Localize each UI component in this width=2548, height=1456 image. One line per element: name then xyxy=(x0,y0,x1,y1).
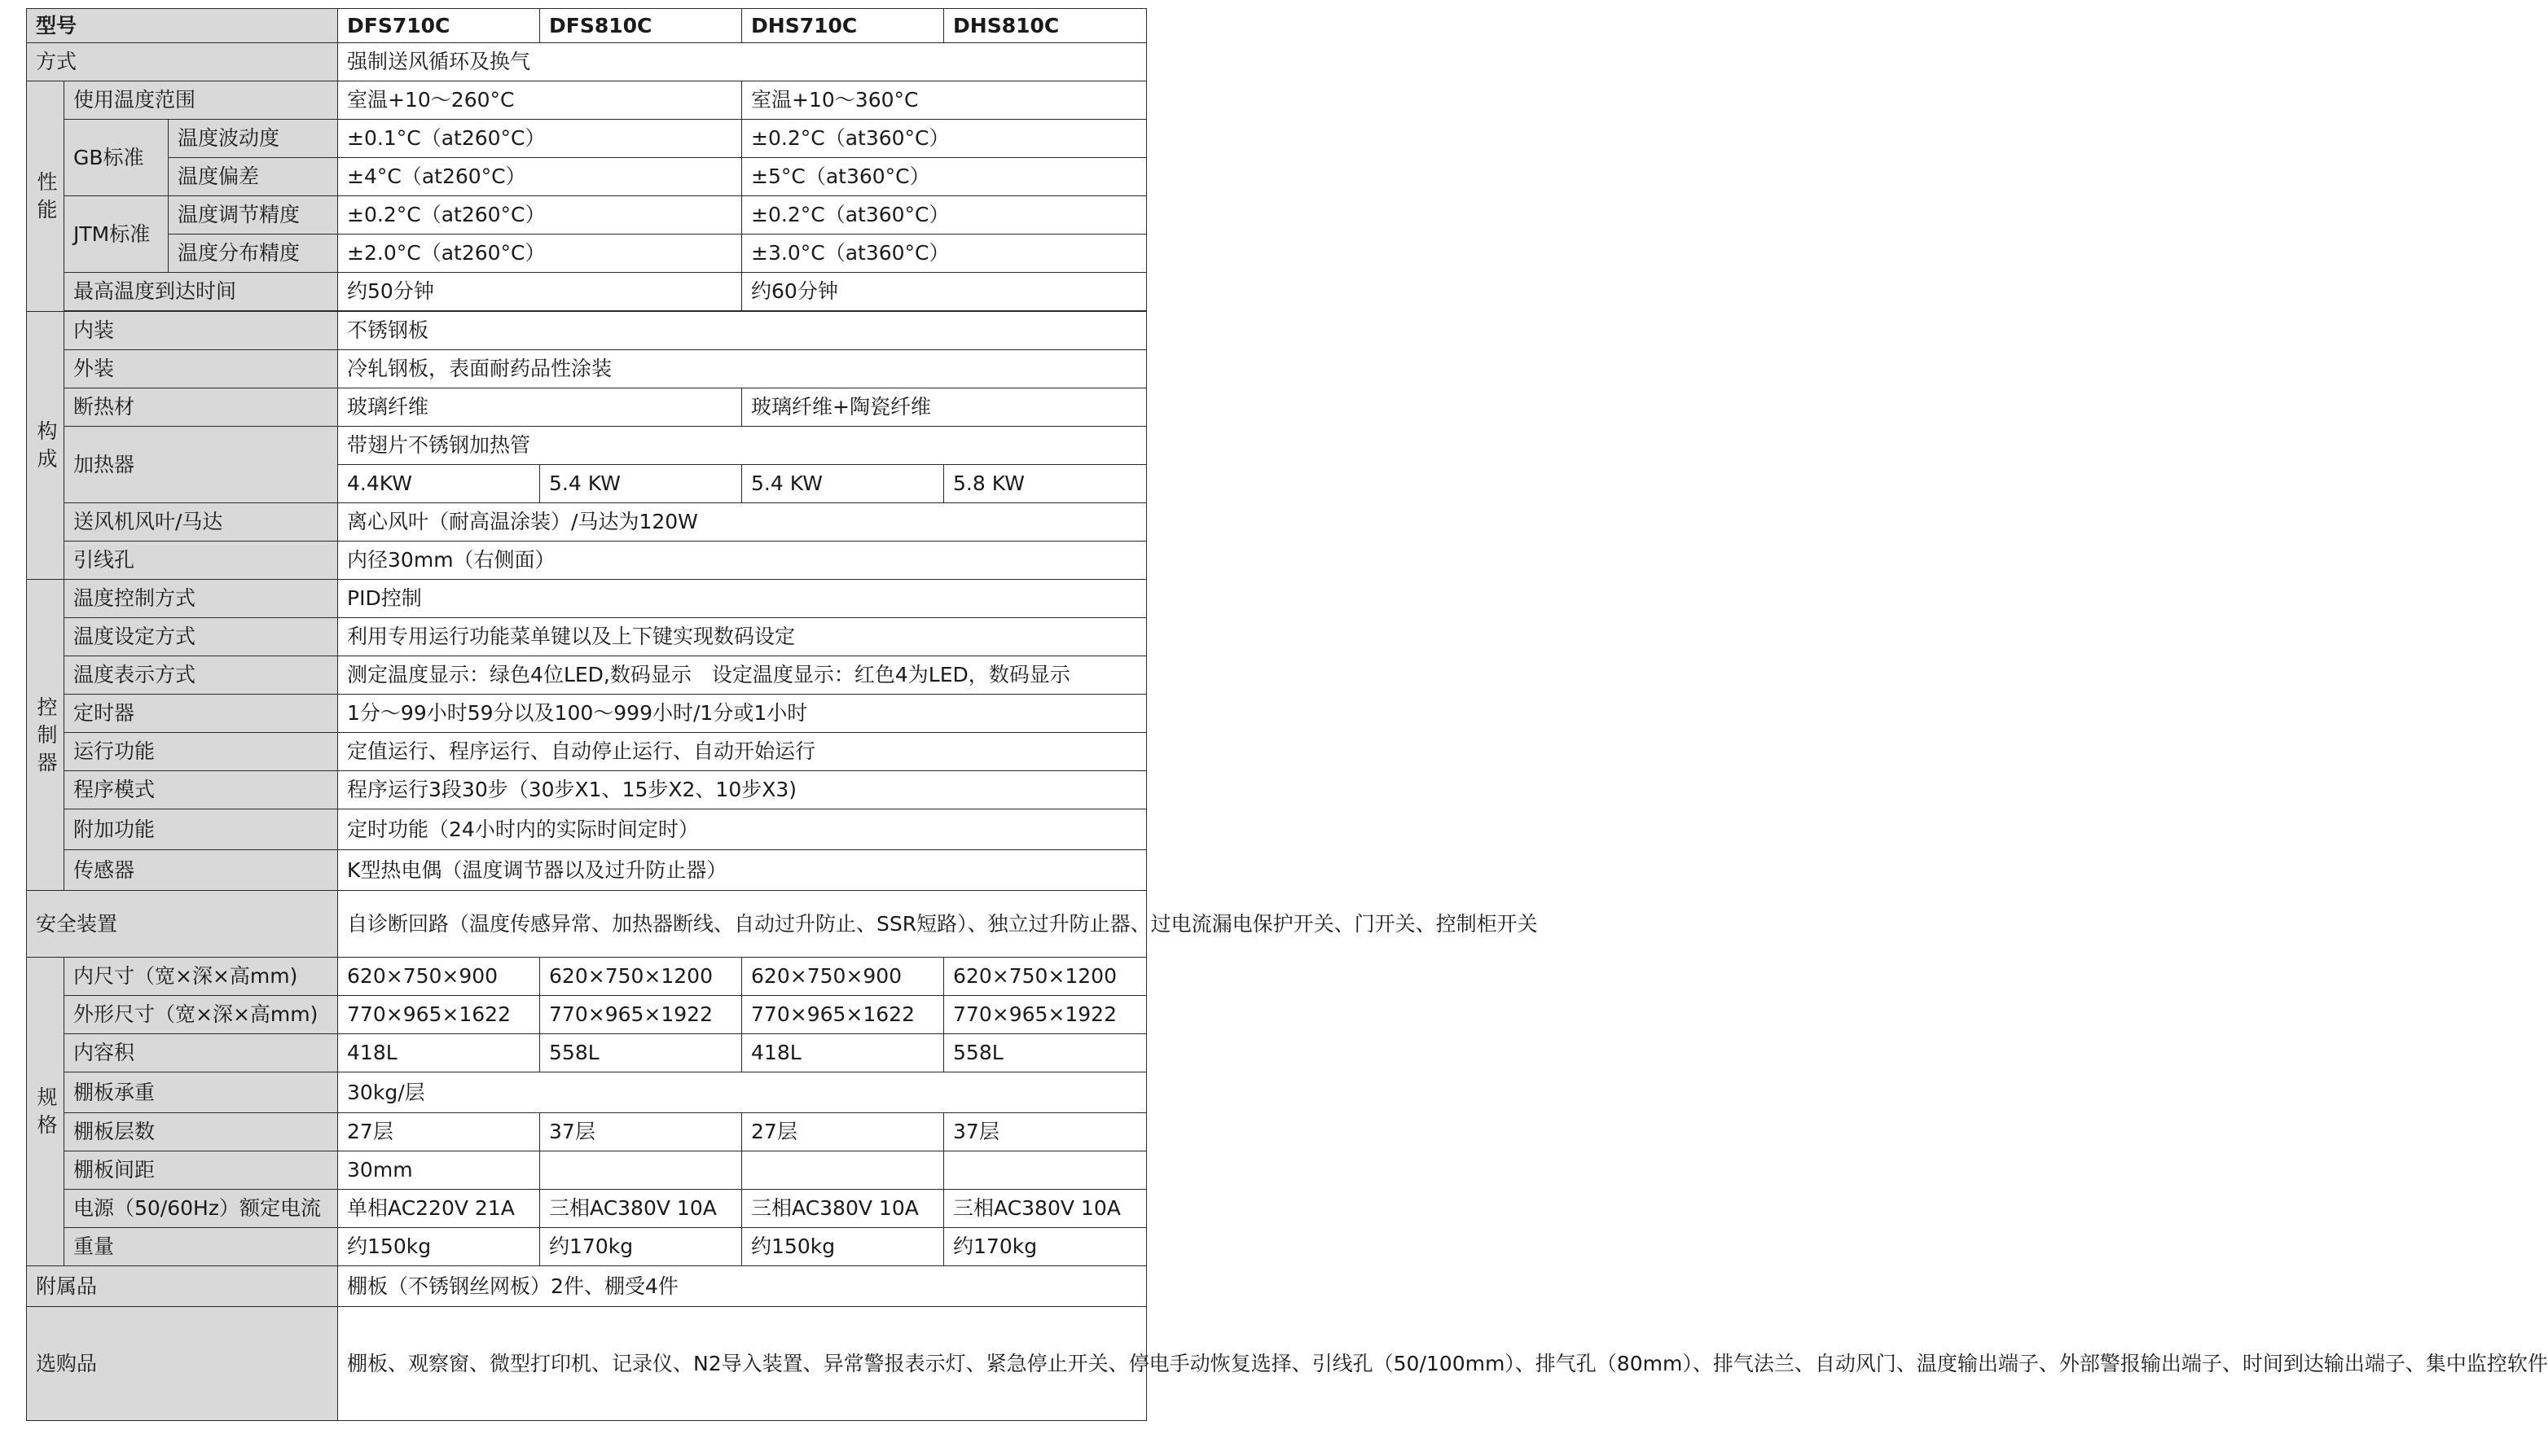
volume-label: 内容积 xyxy=(64,1034,338,1072)
accessories-value: 棚板（不锈钢丝网板）2件、棚受4件 xyxy=(338,1266,1147,1307)
empty-cell xyxy=(742,1151,944,1190)
shelf-levels-row xyxy=(27,1113,1147,1151)
inner-size-value: 620×750×900 xyxy=(742,958,944,996)
spec-table xyxy=(26,8,2548,1421)
temp-range-row xyxy=(27,81,1147,120)
temp-dist-label: 温度分布精度 xyxy=(169,235,338,273)
fan-value: 离心风叶（耐高温涂装）/马达为120W xyxy=(338,503,1147,542)
temp-fluct-dhs: ±0.2°C（at360°C） xyxy=(742,120,1147,158)
inner-row xyxy=(27,312,1147,350)
ctrl-label: 传感器 xyxy=(64,850,338,891)
performance-group-label: 性能 xyxy=(27,81,64,312)
port-value: 内径30mm（右侧面） xyxy=(338,542,1147,580)
shelf-levels-value: 37层 xyxy=(944,1113,1147,1151)
weight-label: 重量 xyxy=(64,1228,338,1266)
ctrl-row xyxy=(27,656,1147,695)
temp-range-label: 使用温度范围 xyxy=(64,81,338,120)
safety-value: 自诊断回路（温度传感异常、加热器断线、自动过升防止、SSR短路）、独立过升防止器、过电流漏电保护开关、门开关、控制柜开关 xyxy=(338,891,1147,958)
reach-time-label: 最高温度到达时间 xyxy=(64,273,338,311)
ctrl-value: 定值运行、程序运行、自动停止运行、自动开始运行 xyxy=(338,733,1147,771)
outer-label: 外装 xyxy=(64,350,338,388)
accessories-row xyxy=(27,1266,1147,1307)
temp-range-dhs: 室温+10～360°C xyxy=(742,81,1147,120)
shelf-load-row xyxy=(27,1072,1147,1113)
ctrl-row xyxy=(27,809,1147,850)
reach-time-row xyxy=(27,273,1147,311)
power-value: 三相AC380V 10A xyxy=(742,1190,944,1228)
shelf-pitch-label: 棚板间距 xyxy=(64,1151,338,1190)
heater-power-dfs710c: 4.4KW xyxy=(338,465,540,503)
temp-fluct-dfs: ±0.1°C（at260°C） xyxy=(338,120,742,158)
shelf-levels-label: 棚板层数 xyxy=(64,1113,338,1151)
safety-row xyxy=(27,891,1147,958)
inner-value: 不锈钢板 xyxy=(338,312,1147,350)
outer-size-value: 770×965×1622 xyxy=(338,996,540,1034)
ctrl-row xyxy=(27,771,1147,809)
header-row xyxy=(27,9,1147,43)
volume-row xyxy=(27,1034,1147,1072)
jtm-dist-row xyxy=(27,235,1147,273)
options-value: 棚板、观察窗、微型打印机、记录仪、N2导入装置、异常警报表示灯、紧急停止开关、停电手动恢复选择、引线孔（50/100mm）、排气孔（80mm）、排气法兰、自动风门、温度输出端子、外部警报输出端子、时间到达输出端子、集中监控软件 xyxy=(338,1307,1147,1421)
ctrl-label: 运行功能 xyxy=(64,733,338,771)
ctrl-label: 温度设定方式 xyxy=(64,618,338,656)
outer-size-value: 770×965×1922 xyxy=(540,996,742,1034)
ctrl-value: 测定温度显示：绿色4位LED,数码显示 设定温度显示：红色4为LED，数码显示 xyxy=(338,656,1147,695)
safety-label: 安全装置 xyxy=(27,891,338,958)
power-value: 单相AC220V 21A xyxy=(338,1190,540,1228)
accessories-label: 附属品 xyxy=(27,1266,338,1307)
inner-label: 内装 xyxy=(64,312,338,350)
model-dfs710c: DFS710C xyxy=(338,9,540,43)
model-dhs810c: DHS810C xyxy=(944,9,1147,43)
weight-value: 约150kg xyxy=(338,1228,540,1266)
construction-group-label: 构成 xyxy=(27,312,64,580)
volume-value: 558L xyxy=(540,1034,742,1072)
gb-dev-row xyxy=(27,158,1147,196)
temp-adj-label: 温度调节精度 xyxy=(169,196,338,235)
ctrl-label: 温度表示方式 xyxy=(64,656,338,695)
method-value: 强制送风循环及换气 xyxy=(338,43,1147,81)
ctrl-value: K型热电偶（温度调节器以及过升防止器） xyxy=(338,850,1147,891)
temp-dist-dfs: ±2.0°C（at260°C） xyxy=(338,235,742,273)
fan-label: 送风机风叶/马达 xyxy=(64,503,338,542)
shelf-pitch-value: 30mm xyxy=(338,1151,540,1190)
inner-size-row xyxy=(27,958,1147,996)
outer-size-row xyxy=(27,996,1147,1034)
outer-size-value: 770×965×1922 xyxy=(944,996,1147,1034)
empty-cell xyxy=(540,1151,742,1190)
shelf-levels-value: 37层 xyxy=(540,1113,742,1151)
ctrl-row xyxy=(27,850,1147,891)
temp-fluct-label: 温度波动度 xyxy=(169,120,338,158)
outer-value: 冷轧钢板，表面耐药品性涂装 xyxy=(338,350,1147,388)
outer-size-value: 770×965×1622 xyxy=(742,996,944,1034)
model-dhs710c: DHS710C xyxy=(742,9,944,43)
ctrl-label: 温度控制方式 xyxy=(64,580,338,618)
heater-power-dhs710c: 5.4 KW xyxy=(742,465,944,503)
temp-dist-dhs: ±3.0°C（at360°C） xyxy=(742,235,1147,273)
volume-value: 418L xyxy=(742,1034,944,1072)
insulation-row xyxy=(27,388,1147,427)
shelf-load-value: 30kg/层 xyxy=(338,1072,1147,1113)
insulation-dfs: 玻璃纤维 xyxy=(338,388,742,427)
power-label: 电源（50/60Hz）额定电流 xyxy=(64,1190,338,1228)
ctrl-value: PID控制 xyxy=(338,580,1147,618)
jtm-adj-row xyxy=(27,196,1147,235)
inner-size-value: 620×750×900 xyxy=(338,958,540,996)
heater-power-dfs810c: 5.4 KW xyxy=(540,465,742,503)
fan-row xyxy=(27,503,1147,542)
heater-label: 加热器 xyxy=(64,427,338,503)
options-label: 选购品 xyxy=(27,1307,338,1421)
ctrl-row xyxy=(27,580,1147,618)
insulation-label: 断热材 xyxy=(64,388,338,427)
weight-value: 约150kg xyxy=(742,1228,944,1266)
jtm-standard-label: JTM标准 xyxy=(64,196,169,273)
volume-value: 418L xyxy=(338,1034,540,1072)
shelf-load-label: 棚板承重 xyxy=(64,1072,338,1113)
inner-size-value: 620×750×1200 xyxy=(944,958,1147,996)
ctrl-value: 利用专用运行功能菜单键以及上下键实现数码设定 xyxy=(338,618,1147,656)
volume-value: 558L xyxy=(944,1034,1147,1072)
shelf-pitch-row xyxy=(27,1151,1147,1190)
ctrl-row xyxy=(27,618,1147,656)
outer-size-label: 外形尺寸（宽×深×高mm) xyxy=(64,996,338,1034)
ctrl-label: 程序模式 xyxy=(64,771,338,809)
ctrl-value: 1分～99小时59分以及100～999小时/1分或1小时 xyxy=(338,695,1147,733)
port-row xyxy=(27,542,1147,580)
power-row xyxy=(27,1190,1147,1228)
weight-value: 约170kg xyxy=(540,1228,742,1266)
weight-value: 约170kg xyxy=(944,1228,1147,1266)
power-value: 三相AC380V 10A xyxy=(540,1190,742,1228)
shelf-levels-value: 27层 xyxy=(742,1113,944,1151)
inner-size-label: 内尺寸（宽×深×高mm) xyxy=(64,958,338,996)
weight-row xyxy=(27,1228,1147,1266)
ctrl-value: 定时功能（24小时内的实际时间定时） xyxy=(338,809,1147,850)
ctrl-row xyxy=(27,733,1147,771)
gb-fluct-row xyxy=(27,120,1147,158)
reach-time-dhs: 约60分钟 xyxy=(742,273,1147,311)
heater-power-dhs810c: 5.8 KW xyxy=(944,465,1147,503)
inner-size-value: 620×750×1200 xyxy=(540,958,742,996)
ctrl-label: 附加功能 xyxy=(64,809,338,850)
ctrl-label: 定时器 xyxy=(64,695,338,733)
method-row xyxy=(27,43,1147,81)
reach-time-dfs: 约50分钟 xyxy=(338,273,742,311)
model-dfs810c: DFS810C xyxy=(540,9,742,43)
temp-adj-dhs: ±0.2°C（at360°C） xyxy=(742,196,1147,235)
temp-adj-dfs: ±0.2°C（at260°C） xyxy=(338,196,742,235)
gb-standard-label: GB标准 xyxy=(64,120,169,196)
options-row xyxy=(27,1307,1147,1421)
heater-row xyxy=(27,427,1147,465)
insulation-dhs: 玻璃纤维+陶瓷纤维 xyxy=(742,388,1147,427)
outer-row xyxy=(27,350,1147,388)
temp-dev-label: 温度偏差 xyxy=(169,158,338,196)
empty-cell xyxy=(944,1151,1147,1190)
power-value: 三相AC380V 10A xyxy=(944,1190,1147,1228)
shelf-levels-value: 27层 xyxy=(338,1113,540,1151)
heater-value: 带翅片不锈钢加热管 xyxy=(338,427,1147,465)
ctrl-row xyxy=(27,695,1147,733)
temp-dev-dfs: ±4°C（at260°C） xyxy=(338,158,742,196)
specs-group-label: 规格 xyxy=(27,958,64,1266)
controller-group-label: 控制器 xyxy=(27,580,64,891)
port-label: 引线孔 xyxy=(64,542,338,580)
method-label: 方式 xyxy=(27,43,338,81)
temp-dev-dhs: ±5°C（at360°C） xyxy=(742,158,1147,196)
ctrl-value: 程序运行3段30步（30步X1、15步X2、10步X3) xyxy=(338,771,1147,809)
temp-range-dfs: 室温+10～260°C xyxy=(338,81,742,120)
model-label: 型号 xyxy=(27,9,338,43)
